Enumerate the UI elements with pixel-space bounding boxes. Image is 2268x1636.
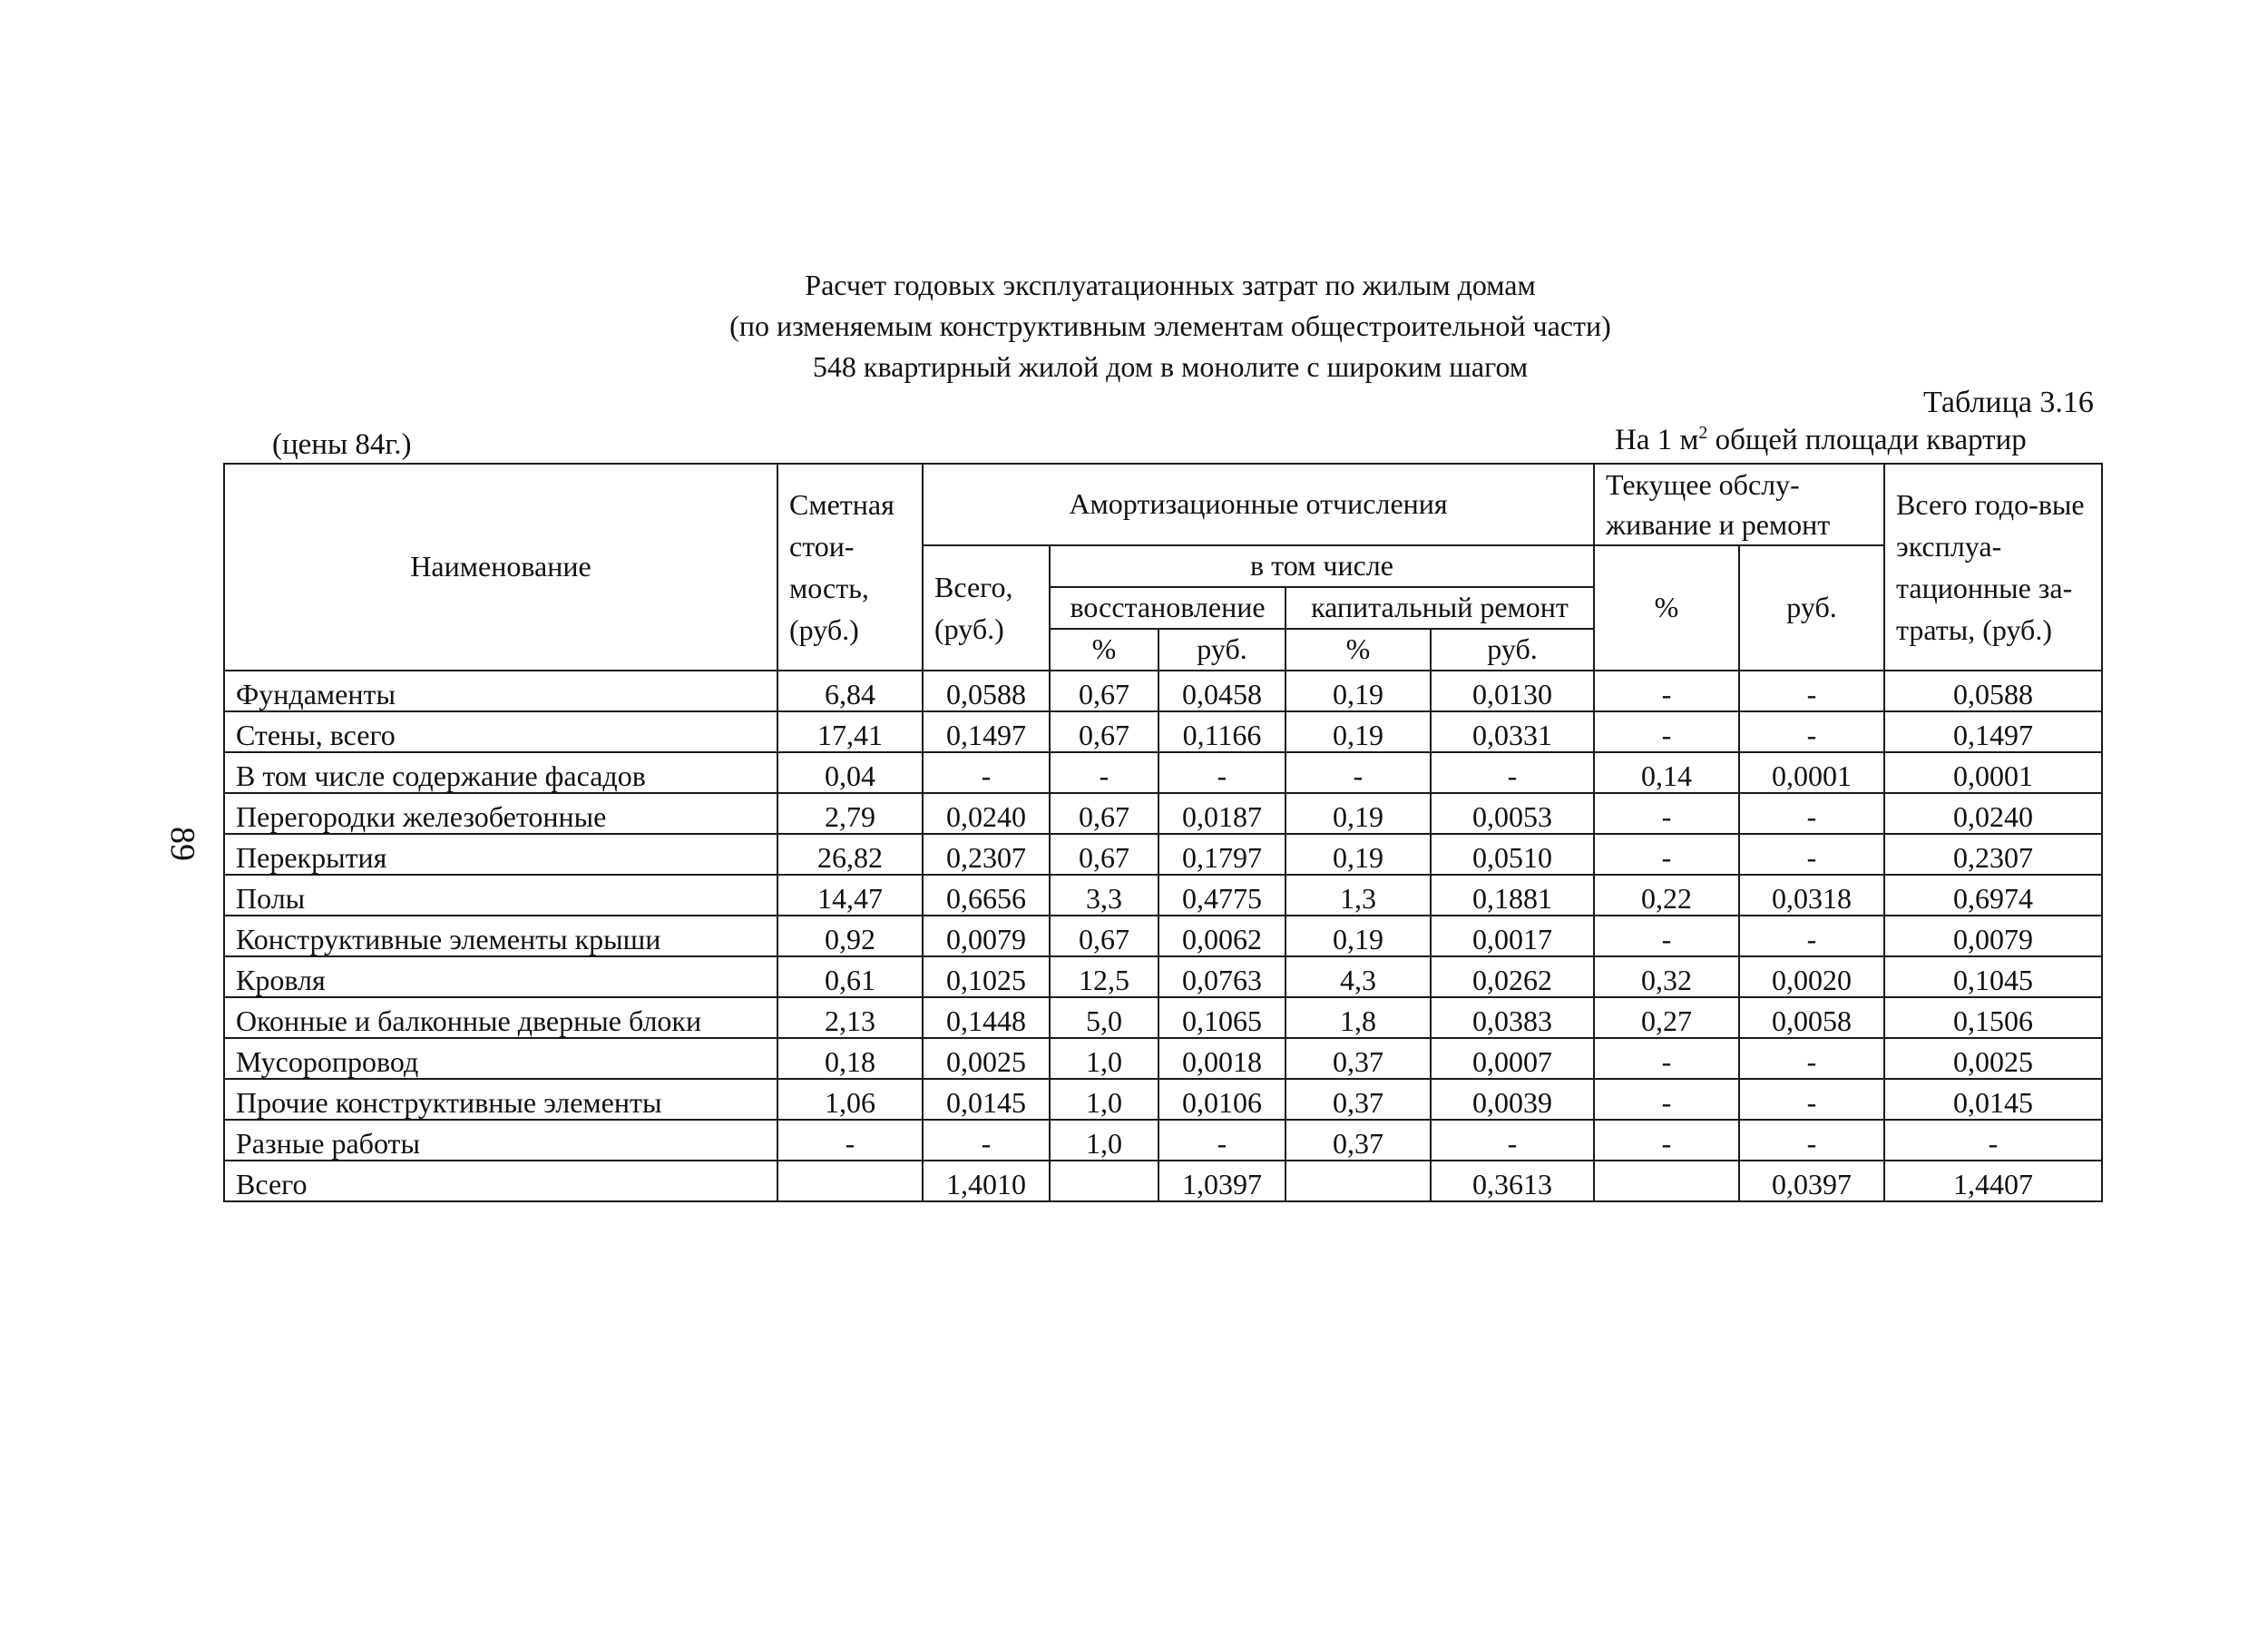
table-row (224, 1120, 2102, 1161)
cell-cost: 0,92 (777, 916, 923, 956)
cell-cost: 2,79 (777, 793, 923, 834)
cell-cur-rub: - (1739, 1120, 1884, 1161)
unit-note-sup: 2 (1698, 423, 1708, 443)
table-row (224, 793, 2102, 834)
cell-cur-rub: 0,0020 (1739, 956, 1884, 997)
cell-total: 0,1045 (1884, 956, 2102, 997)
cell-cap-pct: 0,19 (1286, 916, 1431, 956)
cell-cap-rub: 0,1881 (1431, 875, 1594, 916)
title-line-1: Расчет годовых эксплуатационных затрат по жилым домам (805, 269, 1536, 301)
cell-cap-rub: 0,0017 (1431, 916, 1594, 956)
cell-cap-rub: 0,0007 (1431, 1038, 1594, 1079)
page-number: 89 (163, 827, 201, 861)
header-restoration: восстановление (1050, 587, 1286, 629)
header-capital-repair: капитальный ремонт (1286, 587, 1594, 629)
cell-cap-rub: 0,0262 (1431, 956, 1594, 997)
header-restoration-rub: руб. (1158, 629, 1286, 671)
cell-cur-pct: 0,32 (1594, 956, 1739, 997)
cell-cost: 14,47 (777, 875, 923, 916)
cell-cur-rub: 0,0001 (1739, 752, 1884, 793)
cell-cost: 0,18 (777, 1038, 923, 1079)
cell-cur-pct: 0,27 (1594, 997, 1739, 1038)
table-row (224, 1079, 2102, 1120)
cell-name: Кровля (224, 956, 777, 997)
cell-cur-pct: - (1594, 834, 1739, 875)
cell-cur-rub: - (1739, 916, 1884, 956)
cell-cap-pct: 0,37 (1286, 1120, 1431, 1161)
cell-rest-rub: 0,0458 (1158, 671, 1286, 711)
cell-cost: 26,82 (777, 834, 923, 875)
cell-rest-rub: - (1158, 752, 1286, 793)
header-capital-pct: % (1286, 629, 1431, 671)
cell-am-total: 0,1025 (923, 956, 1050, 997)
unit-note-prefix: На 1 м (1615, 424, 1699, 456)
cell-total: 0,0145 (1884, 1079, 2102, 1120)
cell-rest-rub: 0,1065 (1158, 997, 1286, 1038)
header-current-service: Текущее обслу-живание и ремонт (1594, 464, 1884, 545)
cell-rest-rub: 0,0062 (1158, 916, 1286, 956)
cell-cur-rub: - (1739, 671, 1884, 711)
cell-name: Перекрытия (224, 834, 777, 875)
cell-cost: 2,13 (777, 997, 923, 1038)
table-row (224, 752, 2102, 793)
table-row (224, 711, 2102, 752)
table-row (224, 834, 2102, 875)
cell-am-total: 0,6656 (923, 875, 1050, 916)
cell-cur-pct: - (1594, 1120, 1739, 1161)
cell-cur-rub: - (1739, 793, 1884, 834)
cell-name: Прочие конструктивные элементы (224, 1079, 777, 1120)
cell-cost: 0,61 (777, 956, 923, 997)
table-number: Таблица 3.16 (1923, 386, 2094, 419)
table-row (224, 1161, 2102, 1201)
cell-name: Разные работы (224, 1120, 777, 1161)
cell-cap-rub: 0,0130 (1431, 671, 1594, 711)
cell-cur-rub: - (1739, 711, 1884, 752)
cell-cur-pct: - (1594, 671, 1739, 711)
cell-am-total: 0,0025 (923, 1038, 1050, 1079)
cell-cap-rub: 0,0331 (1431, 711, 1594, 752)
cell-am-total: 0,0145 (923, 1079, 1050, 1120)
cell-total: 0,1506 (1884, 997, 2102, 1038)
cell-cost: 1,06 (777, 1079, 923, 1120)
header-estimated-cost: Сметная стои-мость, (руб.) (777, 464, 923, 671)
cell-name: Перегородки железобетонные (224, 793, 777, 834)
cell-cap-pct: 1,8 (1286, 997, 1431, 1038)
cell-am-total: - (923, 1120, 1050, 1161)
cell-cap-rub: 0,0039 (1431, 1079, 1594, 1120)
cell-name: Мусоропровод (224, 1038, 777, 1079)
cell-am-total: 1,4010 (923, 1161, 1050, 1201)
cell-rest-pct: 0,67 (1050, 916, 1158, 956)
cell-rest-pct: 0,67 (1050, 834, 1158, 875)
cell-cost: 17,41 (777, 711, 923, 752)
cell-am-total: 0,0240 (923, 793, 1050, 834)
cell-name: Фундаменты (224, 671, 777, 711)
cell-am-total: 0,0588 (923, 671, 1050, 711)
table-row (224, 916, 2102, 956)
cell-cap-rub: 0,0053 (1431, 793, 1594, 834)
cell-total: 0,0240 (1884, 793, 2102, 834)
table-row (224, 671, 2102, 711)
cell-cap-rub: 0,3613 (1431, 1161, 1594, 1201)
cell-cap-pct: 0,19 (1286, 671, 1431, 711)
header-current-rub: руб. (1739, 545, 1884, 671)
cell-total: 1,4407 (1884, 1161, 2102, 1201)
cell-total: 0,6974 (1884, 875, 2102, 916)
cell-name: Конструктивные элементы крыши (224, 916, 777, 956)
cell-rest-rub: 0,0763 (1158, 956, 1286, 997)
header-name: Наименование (224, 464, 777, 671)
header-current-pct: % (1594, 545, 1739, 671)
cell-cur-pct: - (1594, 1038, 1739, 1079)
cell-rest-pct: 12,5 (1050, 956, 1158, 997)
cell-am-total: 0,0079 (923, 916, 1050, 956)
cell-rest-rub: - (1158, 1120, 1286, 1161)
cell-cur-pct: - (1594, 711, 1739, 752)
cell-cur-rub: 0,0318 (1739, 875, 1884, 916)
cell-cur-pct (1594, 1161, 1739, 1201)
table-row (224, 1038, 2102, 1079)
prices-note: (цены 84г.) (272, 428, 412, 461)
cell-cap-pct: 0,19 (1286, 793, 1431, 834)
cell-rest-pct: 1,0 (1050, 1038, 1158, 1079)
cell-cur-rub: 0,0058 (1739, 997, 1884, 1038)
cell-rest-pct: 0,67 (1050, 671, 1158, 711)
cell-cap-pct: 0,19 (1286, 834, 1431, 875)
cell-cap-rub: 0,0383 (1431, 997, 1594, 1038)
cell-cap-rub: - (1431, 752, 1594, 793)
cell-am-total: 0,1448 (923, 997, 1050, 1038)
cell-cap-rub: - (1431, 1120, 1594, 1161)
cell-rest-pct: - (1050, 752, 1158, 793)
table-body (224, 671, 2102, 1201)
cell-total: 0,0588 (1884, 671, 2102, 711)
table-row (224, 875, 2102, 916)
cell-cap-pct: 0,37 (1286, 1038, 1431, 1079)
cell-cost (777, 1161, 923, 1201)
table-row (224, 997, 2102, 1038)
cell-cap-pct: - (1286, 752, 1431, 793)
header-restoration-pct: % (1050, 629, 1158, 671)
title-line-3: 548 квартирный жилой дом в монолите с широким шагом (812, 350, 1529, 383)
cell-cur-pct: - (1594, 916, 1739, 956)
cell-rest-pct: 0,67 (1050, 711, 1158, 752)
cell-rest-pct: 0,67 (1050, 793, 1158, 834)
cell-rest-rub: 0,0018 (1158, 1038, 1286, 1079)
cell-name: Всего (224, 1161, 777, 1201)
header-amortization: Амортизационные отчисления (923, 464, 1594, 545)
cell-cur-pct: 0,22 (1594, 875, 1739, 916)
cell-rest-pct (1050, 1161, 1158, 1201)
header-including: в том числе (1050, 545, 1594, 587)
cell-name: Стены, всего (224, 711, 777, 752)
cell-total: 0,0079 (1884, 916, 2102, 956)
cell-cur-rub: - (1739, 1038, 1884, 1079)
cell-cur-rub: - (1739, 834, 1884, 875)
cell-cur-pct: 0,14 (1594, 752, 1739, 793)
cell-cap-pct: 4,3 (1286, 956, 1431, 997)
cell-rest-pct: 1,0 (1050, 1120, 1158, 1161)
cell-cap-pct (1286, 1161, 1431, 1201)
cell-am-total: 0,2307 (923, 834, 1050, 875)
cell-rest-rub: 1,0397 (1158, 1161, 1286, 1201)
cost-table (223, 463, 2103, 1202)
header-annual-total: Всего годо-вые эксплуа-тационные за-траты, (руб.) (1884, 464, 2102, 671)
cell-rest-pct: 3,3 (1050, 875, 1158, 916)
cell-am-total: - (923, 752, 1050, 793)
cell-cur-rub: 0,0397 (1739, 1161, 1884, 1201)
title-line-2: (по изменяемым конструктивным элементам общестроительной части) (729, 309, 1611, 342)
unit-note-suffix: общей площади квартир (1707, 424, 2027, 456)
cell-rest-rub: 0,4775 (1158, 875, 1286, 916)
cell-name: Полы (224, 875, 777, 916)
table-row (224, 956, 2102, 997)
cell-cap-pct: 0,19 (1286, 711, 1431, 752)
cell-rest-rub: 0,0106 (1158, 1079, 1286, 1120)
header-amortization-total: Всего, (руб.) (923, 545, 1050, 671)
cell-rest-pct: 1,0 (1050, 1079, 1158, 1120)
cell-rest-rub: 0,0187 (1158, 793, 1286, 834)
cell-cur-pct: - (1594, 793, 1739, 834)
cell-cap-pct: 1,3 (1286, 875, 1431, 916)
unit-note (1615, 423, 2027, 457)
cell-rest-rub: 0,1166 (1158, 711, 1286, 752)
cell-total: - (1884, 1120, 2102, 1161)
cell-cur-rub: - (1739, 1079, 1884, 1120)
cell-am-total: 0,1497 (923, 711, 1050, 752)
header-capital-rub: руб. (1431, 629, 1594, 671)
cell-total: 0,0001 (1884, 752, 2102, 793)
cell-total: 0,1497 (1884, 711, 2102, 752)
cell-cost: 0,04 (777, 752, 923, 793)
cell-name: В том числе содержание фасадов (224, 752, 777, 793)
cell-cap-pct: 0,37 (1286, 1079, 1431, 1120)
cell-cost: 6,84 (777, 671, 923, 711)
cell-total: 0,0025 (1884, 1038, 2102, 1079)
cell-cost: - (777, 1120, 923, 1161)
cell-rest-rub: 0,1797 (1158, 834, 1286, 875)
cell-cur-pct: - (1594, 1079, 1739, 1120)
cell-cap-rub: 0,0510 (1431, 834, 1594, 875)
cell-rest-pct: 5,0 (1050, 997, 1158, 1038)
cell-name: Оконные и балконные дверные блоки (224, 997, 777, 1038)
cell-total: 0,2307 (1884, 834, 2102, 875)
